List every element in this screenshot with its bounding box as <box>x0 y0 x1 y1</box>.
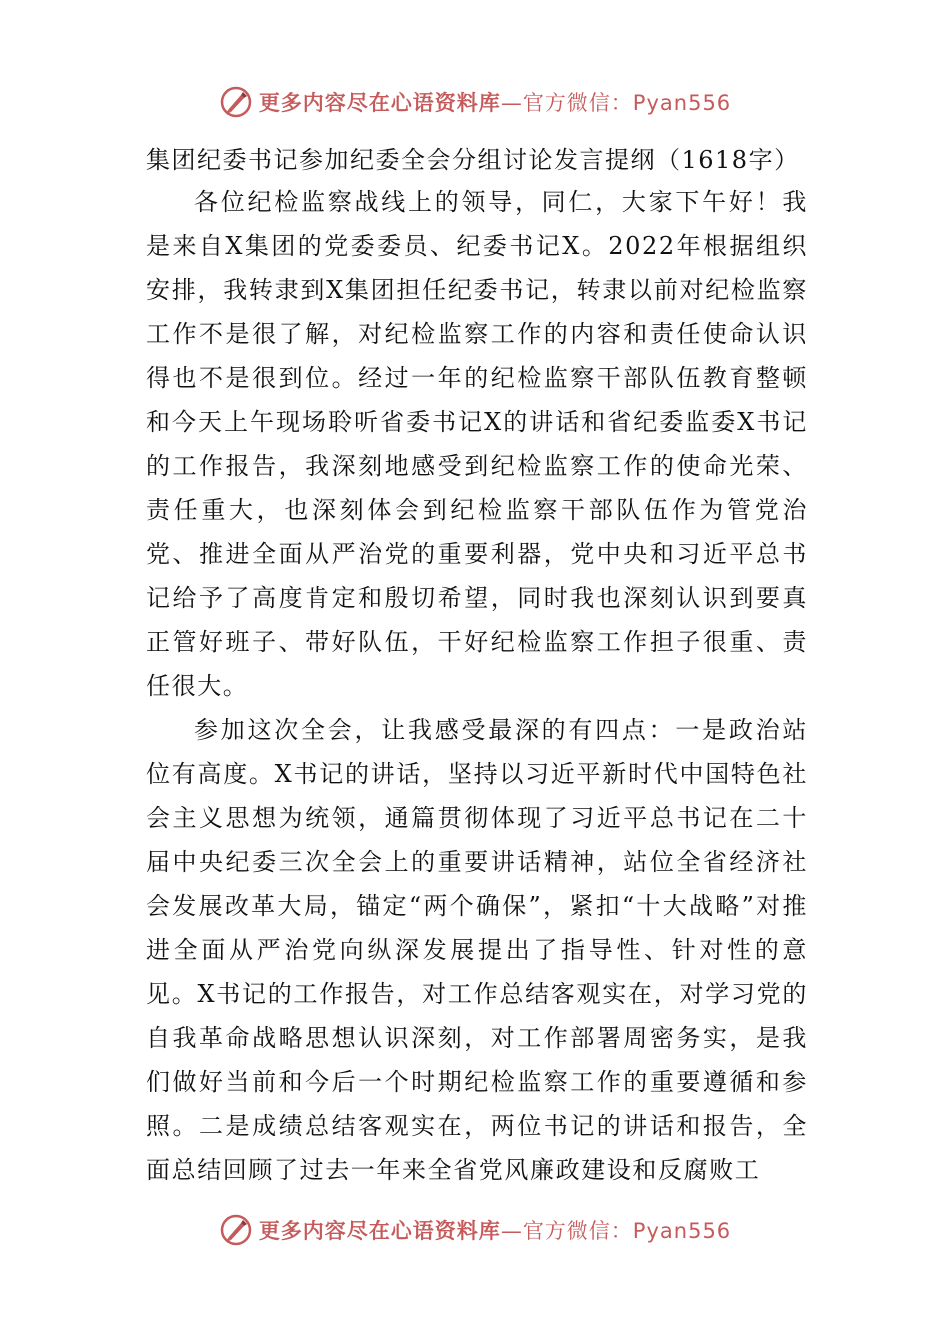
watermark-banner-bottom <box>0 1208 950 1252</box>
watermark-contact: —官方微信：Pyan556 <box>500 1219 732 1243</box>
watermark-banner-top <box>0 80 950 124</box>
document-title: 集团纪委书记参加纪委全会分组讨论发言提纲（1618字） <box>146 146 800 174</box>
watermark-text <box>259 87 731 117</box>
pen-circle-logo-icon <box>219 85 253 119</box>
paragraph-feelings: 参加这次全会，让我感受最深的有四点：一是政治站位有高度。X书记的讲话，坚持以习近平新时代中国特色社会主义思想为统领，通篇贯彻体现了习近平总书记在二十届中央纪委三次全会上的重要讲话精神，站位全省经济社会发展改革大局，锚定“两个确保”，紧扣“十大战略”对推进全面从严治党向纵深发展提出了指导性、针对性的意见。X书记的工作报告，对工作总结客观实在，对学习党的自我革命战略思想认识深刻，对工作部署周密务实，是我们做好当前和今后一个时期纪检监察工作的重要遵循和参照。二是成绩总结客观实在，两位书记的讲话和报告，全面总结回顾了过去一年来全省党风廉政建设和反腐败工 <box>146 716 808 1184</box>
paragraph-greeting: 各位纪检监察战线上的领导，同仁，大家下午好！我是来自X集团的党委委员、纪委书记X。2022年根据组织安排，我转隶到X集团担任纪委书记，转隶以前对纪检监察工作不是很了解，对纪检监察工作的内容和责任使命认识得也不是很到位。经过一年的纪检监察干部队伍教育整顿和今天上午现场聆听省委书记X的讲话和省纪委监委X书记的工作报告，我深刻地感受到纪检监察工作的使命光荣、责任重大，也深刻体会到纪检监察干部队伍作为管党治党、推进全面从严治党的重要利器，党中央和习近平总书记给予了高度肯定和殷切希望，同时我也深刻认识到要真正管好班子、带好队伍，干好纪检监察工作担子很重、责任很大。 <box>146 188 808 700</box>
watermark-text <box>259 1215 731 1245</box>
pen-circle-logo-icon <box>219 1213 253 1247</box>
document-page <box>146 140 808 1192</box>
watermark-contact: —官方微信：Pyan556 <box>500 91 732 115</box>
watermark-brand: 更多内容尽在心语资料库 <box>258 1219 501 1243</box>
watermark-brand: 更多内容尽在心语资料库 <box>258 91 501 115</box>
